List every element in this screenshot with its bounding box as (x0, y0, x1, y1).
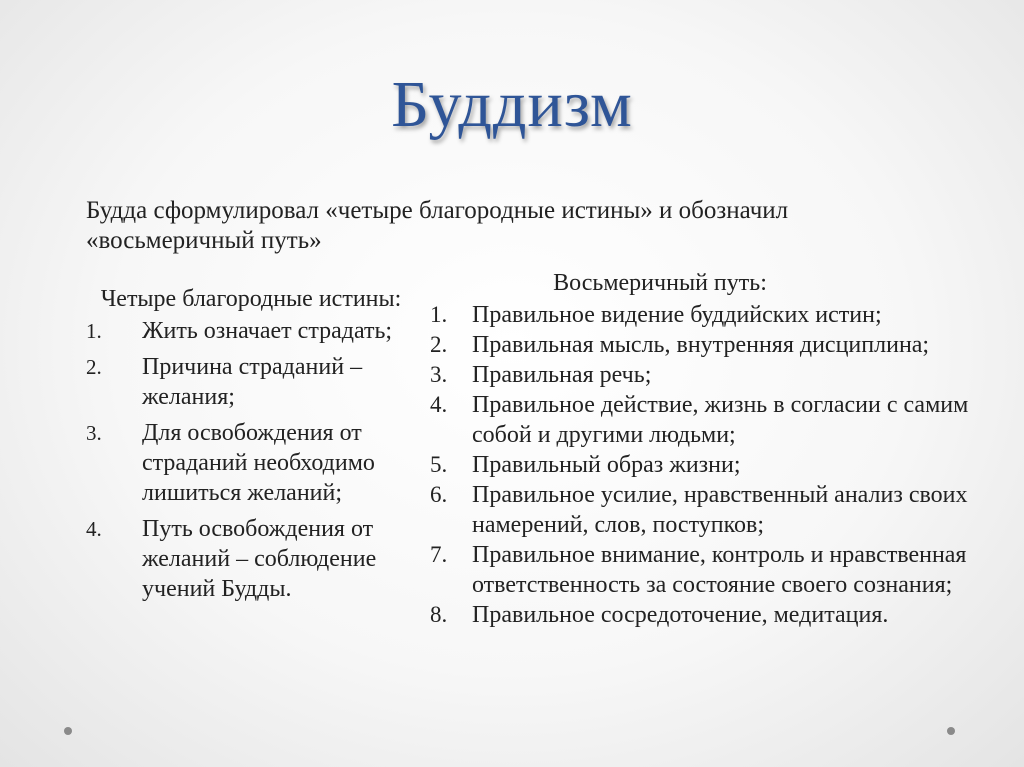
list-item-text: Правильное действие, жизнь в согласии с самим собой и другими людьми; (472, 392, 969, 448)
list-item-number: 3. (430, 362, 448, 387)
list-item-number: 8. (430, 602, 448, 627)
list-item-text: Правильное видение буддийских истин; (472, 302, 882, 328)
eightfold-path-heading: Восьмеричный путь: (553, 270, 767, 296)
list-item (86, 352, 416, 412)
list-item (86, 418, 416, 508)
intro-text: Будда сформулировал «четыре благородные истины» и обозначил «восьмеричный путь» (86, 197, 789, 254)
noble-truths-column (86, 284, 416, 610)
list-item-number: 5. (430, 452, 448, 477)
list-item-number: 4. (430, 392, 448, 417)
list-item-number: 2. (86, 355, 102, 379)
list-item-text: Путь освобождения от желаний – соблюдение учений Будды. (142, 516, 377, 602)
list-item (430, 540, 1020, 600)
list-item-text: Правильное внимание, контроль и нравственная ответственность за состояние своего сознания; (472, 542, 967, 598)
list-item-text: Правильная речь; (472, 362, 652, 388)
slide-corner-dot-right (947, 727, 955, 735)
list-item (430, 600, 1020, 630)
list-item-text: Правильный образ жизни; (472, 452, 741, 478)
list-item-number: 2. (430, 332, 448, 357)
list-item-number: 1. (430, 302, 448, 327)
list-item (86, 316, 416, 346)
list-item (430, 450, 1020, 480)
list-item (86, 514, 416, 604)
list-item-number: 4. (86, 517, 102, 541)
list-item (430, 360, 1020, 390)
list-item-text: Правильное сосредоточение, медитация. (472, 602, 889, 628)
list-item-number: 3. (86, 421, 102, 445)
list-item-number: 1. (86, 319, 102, 343)
list-item-text: Причина страданий – желания; (142, 354, 363, 410)
eightfold-path-list (430, 300, 1020, 630)
slide-corner-dot-left (64, 727, 72, 735)
list-item (430, 330, 1020, 360)
list-item-number: 6. (430, 482, 448, 507)
list-item-text: Для освобождения от страданий необходимо лишиться желаний; (142, 420, 375, 506)
list-item (430, 480, 1020, 540)
list-item-text: Жить означает страдать; (142, 318, 393, 344)
list-item-text: Правильное усилие, нравственный анализ своих намерений, слов, поступков; (472, 482, 968, 538)
noble-truths-heading: Четыре благородные истины: (100, 286, 402, 312)
list-item-text: Правильная мысль, внутренняя дисциплина; (472, 332, 930, 358)
noble-truths-list (86, 316, 416, 604)
list-item (430, 390, 1020, 450)
eightfold-path-column (430, 268, 1020, 630)
list-item-number: 7. (430, 542, 448, 567)
list-item (430, 300, 1020, 330)
slide-title: Буддизм (391, 68, 633, 141)
